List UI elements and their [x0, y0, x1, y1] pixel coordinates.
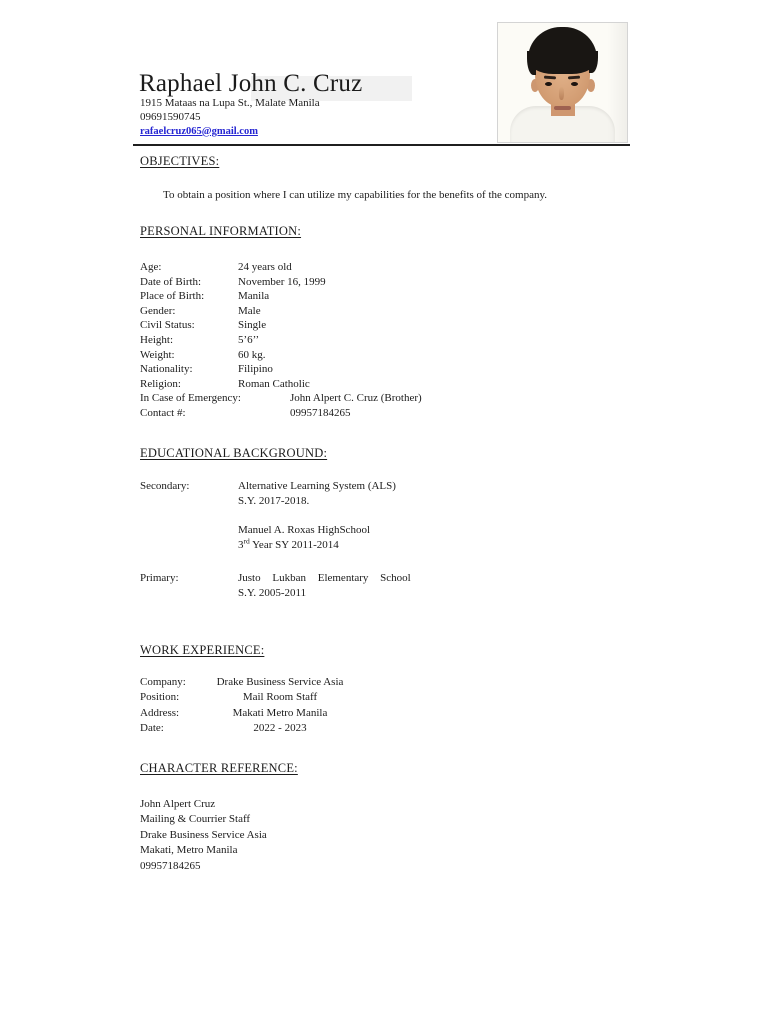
field-label: Civil Status:	[140, 319, 195, 332]
personal-info-row	[140, 406, 422, 421]
objective-text: To obtain a position where I can utilize my capabilities for the benefits of the company.	[163, 189, 548, 201]
school-years: 3rd Year SY 2011-2014	[238, 535, 339, 551]
section-heading-educational-background: EDUCATIONAL BACKGROUND:	[140, 446, 328, 460]
personal-info-row	[140, 391, 422, 406]
header-contact-block	[140, 97, 320, 138]
field-value: Mail Room Staff	[242, 691, 318, 704]
section-heading-character-reference: CHARACTER REFERENCE:	[140, 761, 298, 775]
header-divider-line	[133, 144, 630, 146]
field-value: Single	[238, 319, 267, 332]
personal-info-row	[140, 289, 422, 304]
school-name: Manuel A. Roxas HighSchool	[238, 524, 370, 536]
field-label: Age:	[140, 261, 162, 273]
work-row	[140, 706, 328, 722]
field-value: 60 kg.	[238, 348, 266, 361]
character-reference-list	[140, 797, 267, 874]
work-row	[140, 691, 318, 706]
personal-info-row	[140, 304, 422, 319]
school-name: Justo Lukban Elementary School	[238, 572, 411, 584]
field-label: Weight:	[140, 348, 175, 361]
personal-info-row	[140, 377, 422, 392]
personal-info-row	[140, 362, 422, 377]
personal-info-row	[140, 275, 422, 290]
field-value: Manila	[238, 290, 270, 303]
field-value: Filipino	[238, 363, 273, 376]
reference-name: John Alpert Cruz	[140, 798, 216, 810]
field-value: 2022 - 2023	[253, 722, 307, 735]
field-value: Drake Business Service Asia	[216, 676, 344, 688]
field-label: Nationality:	[140, 363, 193, 376]
education-entry-secondary-2	[238, 523, 370, 552]
reference-address: Makati, Metro Manila	[140, 844, 238, 857]
field-label: Place of Birth:	[140, 290, 205, 303]
field-label: Contact #:	[140, 406, 186, 419]
education-level-label: Primary:	[140, 572, 179, 584]
field-label: Date:	[140, 722, 164, 735]
work-experience-list	[140, 676, 344, 738]
section-heading-objectives: OBJECTIVES:	[140, 154, 220, 168]
section-heading-work-experience: WORK EXPERIENCE:	[140, 643, 265, 657]
portrait-scan-shadow	[607, 23, 627, 142]
field-value: Roman Catholic	[238, 377, 310, 390]
portrait-eye-right	[571, 82, 578, 86]
field-label: Company:	[140, 676, 186, 688]
field-label: Position:	[140, 691, 180, 704]
field-value: Male	[238, 304, 261, 317]
portrait-hair	[528, 27, 597, 74]
field-value: November 16, 1999	[238, 275, 326, 288]
email-link[interactable]: rafaelcruz065@gmail.com	[140, 125, 258, 137]
reference-position: Mailing & Courrier Staff	[140, 813, 251, 826]
school-years: S.Y. 2017-2018.	[238, 494, 310, 507]
reference-phone: 09957184265	[140, 859, 201, 872]
field-label: Address:	[140, 706, 180, 719]
school-name: Alternative Learning System (ALS)	[238, 480, 396, 492]
field-label: Date of Birth:	[140, 275, 202, 288]
field-label: Religion:	[140, 377, 181, 390]
reference-company: Drake Business Service Asia	[140, 828, 267, 841]
field-label: Height:	[140, 333, 173, 346]
applicant-photo	[497, 22, 628, 143]
section-heading-personal-information: PERSONAL INFORMATION:	[140, 224, 302, 238]
field-value: 5’6’’	[238, 333, 260, 346]
applicant-phone: 09691590745	[140, 110, 201, 123]
work-row	[140, 722, 307, 737]
field-value: 24 years old	[238, 261, 292, 273]
ordinal-superscript: rd	[243, 535, 250, 545]
portrait-eye-left	[545, 82, 552, 86]
field-label: In Case of Emergency:	[140, 392, 241, 405]
education-level-label: Secondary:	[140, 480, 190, 492]
field-value: 09957184265	[290, 406, 351, 419]
field-value: Makati Metro Manila	[232, 706, 328, 719]
personal-info-row	[140, 333, 422, 348]
education-entry-secondary	[140, 479, 396, 508]
portrait-mouth	[554, 106, 571, 110]
personal-info-row	[140, 260, 422, 275]
applicant-address: 1915 Mataas na Lupa St., Malate Manila	[140, 97, 320, 109]
education-entry-primary	[140, 571, 411, 600]
personal-info-row	[140, 348, 422, 363]
portrait-nose	[559, 87, 564, 100]
applicant-name: Raphael John C. Cruz	[139, 70, 363, 97]
field-value: John Alpert C. Cruz (Brother)	[290, 392, 422, 405]
work-row	[140, 676, 344, 691]
field-label: Gender:	[140, 304, 176, 317]
personal-info-row	[140, 318, 422, 333]
personal-info-list	[140, 260, 422, 421]
school-years: S.Y. 2005-2011	[238, 586, 307, 599]
